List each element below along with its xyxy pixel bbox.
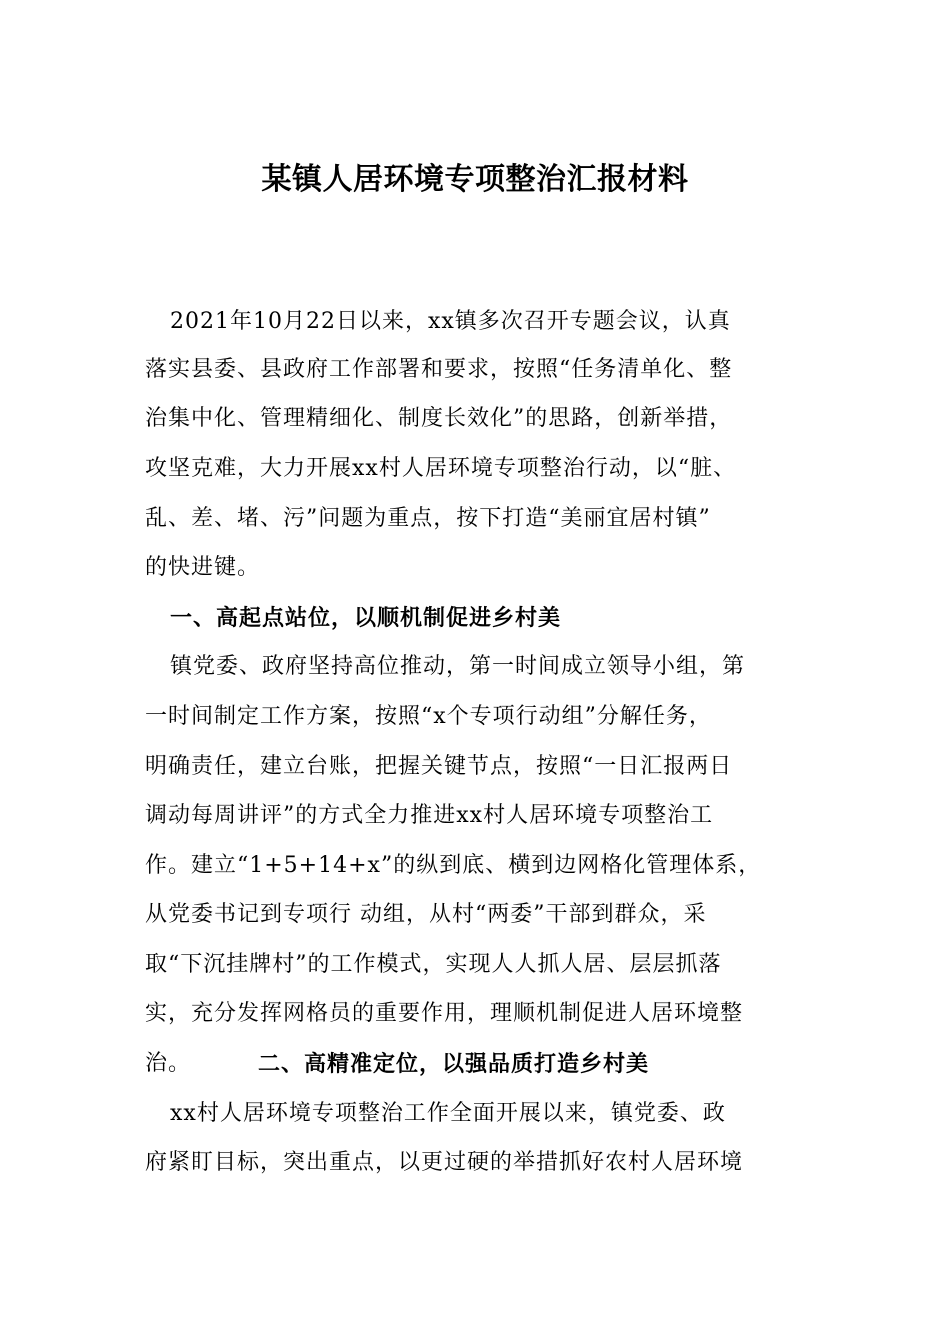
- paragraph-line: 实，充分发挥网格员的重要作用，理顺机制促进人居环境整: [145, 1001, 744, 1026]
- paragraph-line: 治。: [145, 1051, 192, 1076]
- paragraph-line: 取“下沉挂牌村”的工作模式，实现人人抓人居、层层抓落: [145, 952, 722, 977]
- paragraph-line: 从党委书记到专项行 动组，从村“两委”干部到群众，采: [145, 902, 707, 927]
- paragraph-line: 作。建立“1+5+14+x”的纵到底、横到边网格化管理体系，: [145, 853, 762, 878]
- paragraph-line: 2021年10月22日以来，xx镇多次召开专题会议，认真: [170, 309, 731, 334]
- paragraph-line: 乱、差、堵、污”问题为重点，按下打造“美丽宜居村镇”: [145, 506, 711, 531]
- paragraph-line: 攻坚克难，大力开展xx村人居环境专项整治行动，以“脏、: [145, 456, 737, 481]
- paragraph-line: 落实县委、县政府工作部署和要求，按照“任务清单化、整: [145, 357, 733, 382]
- paragraph-line: xx村人居环境专项整治工作全面开展以来，镇党委、政: [170, 1101, 726, 1126]
- section-heading-2: 二、高精准定位，以强品质打造乡村美: [258, 1051, 650, 1077]
- paragraph-line: 府紧盯目标，突出重点，以更过硬的举措抓好农村人居环境: [145, 1150, 744, 1175]
- paragraph-line: 镇党委、政府坚持高位推动，第一时间成立领导小组，第: [170, 654, 746, 679]
- paragraph-line: 调动每周讲评”的方式全力推进xx村人居环境专项整治工: [145, 803, 714, 828]
- section-heading-1: 一、高起点站位，以顺机制促进乡村美: [170, 605, 562, 631]
- paragraph-line: 明确责任，建立台账，把握关键节点，按照“一日汇报两日: [145, 754, 733, 779]
- paragraph-line: 的快进键。: [145, 555, 261, 580]
- paragraph-line: 治集中化、管理精细化、制度长效化”的思路，创新举措，: [145, 406, 733, 431]
- paragraph-line: 一时间制定工作方案，按照“x个专项行动组”分解任务，: [145, 704, 712, 729]
- document-title: 某镇人居环境专项整治汇报材料: [261, 162, 689, 197]
